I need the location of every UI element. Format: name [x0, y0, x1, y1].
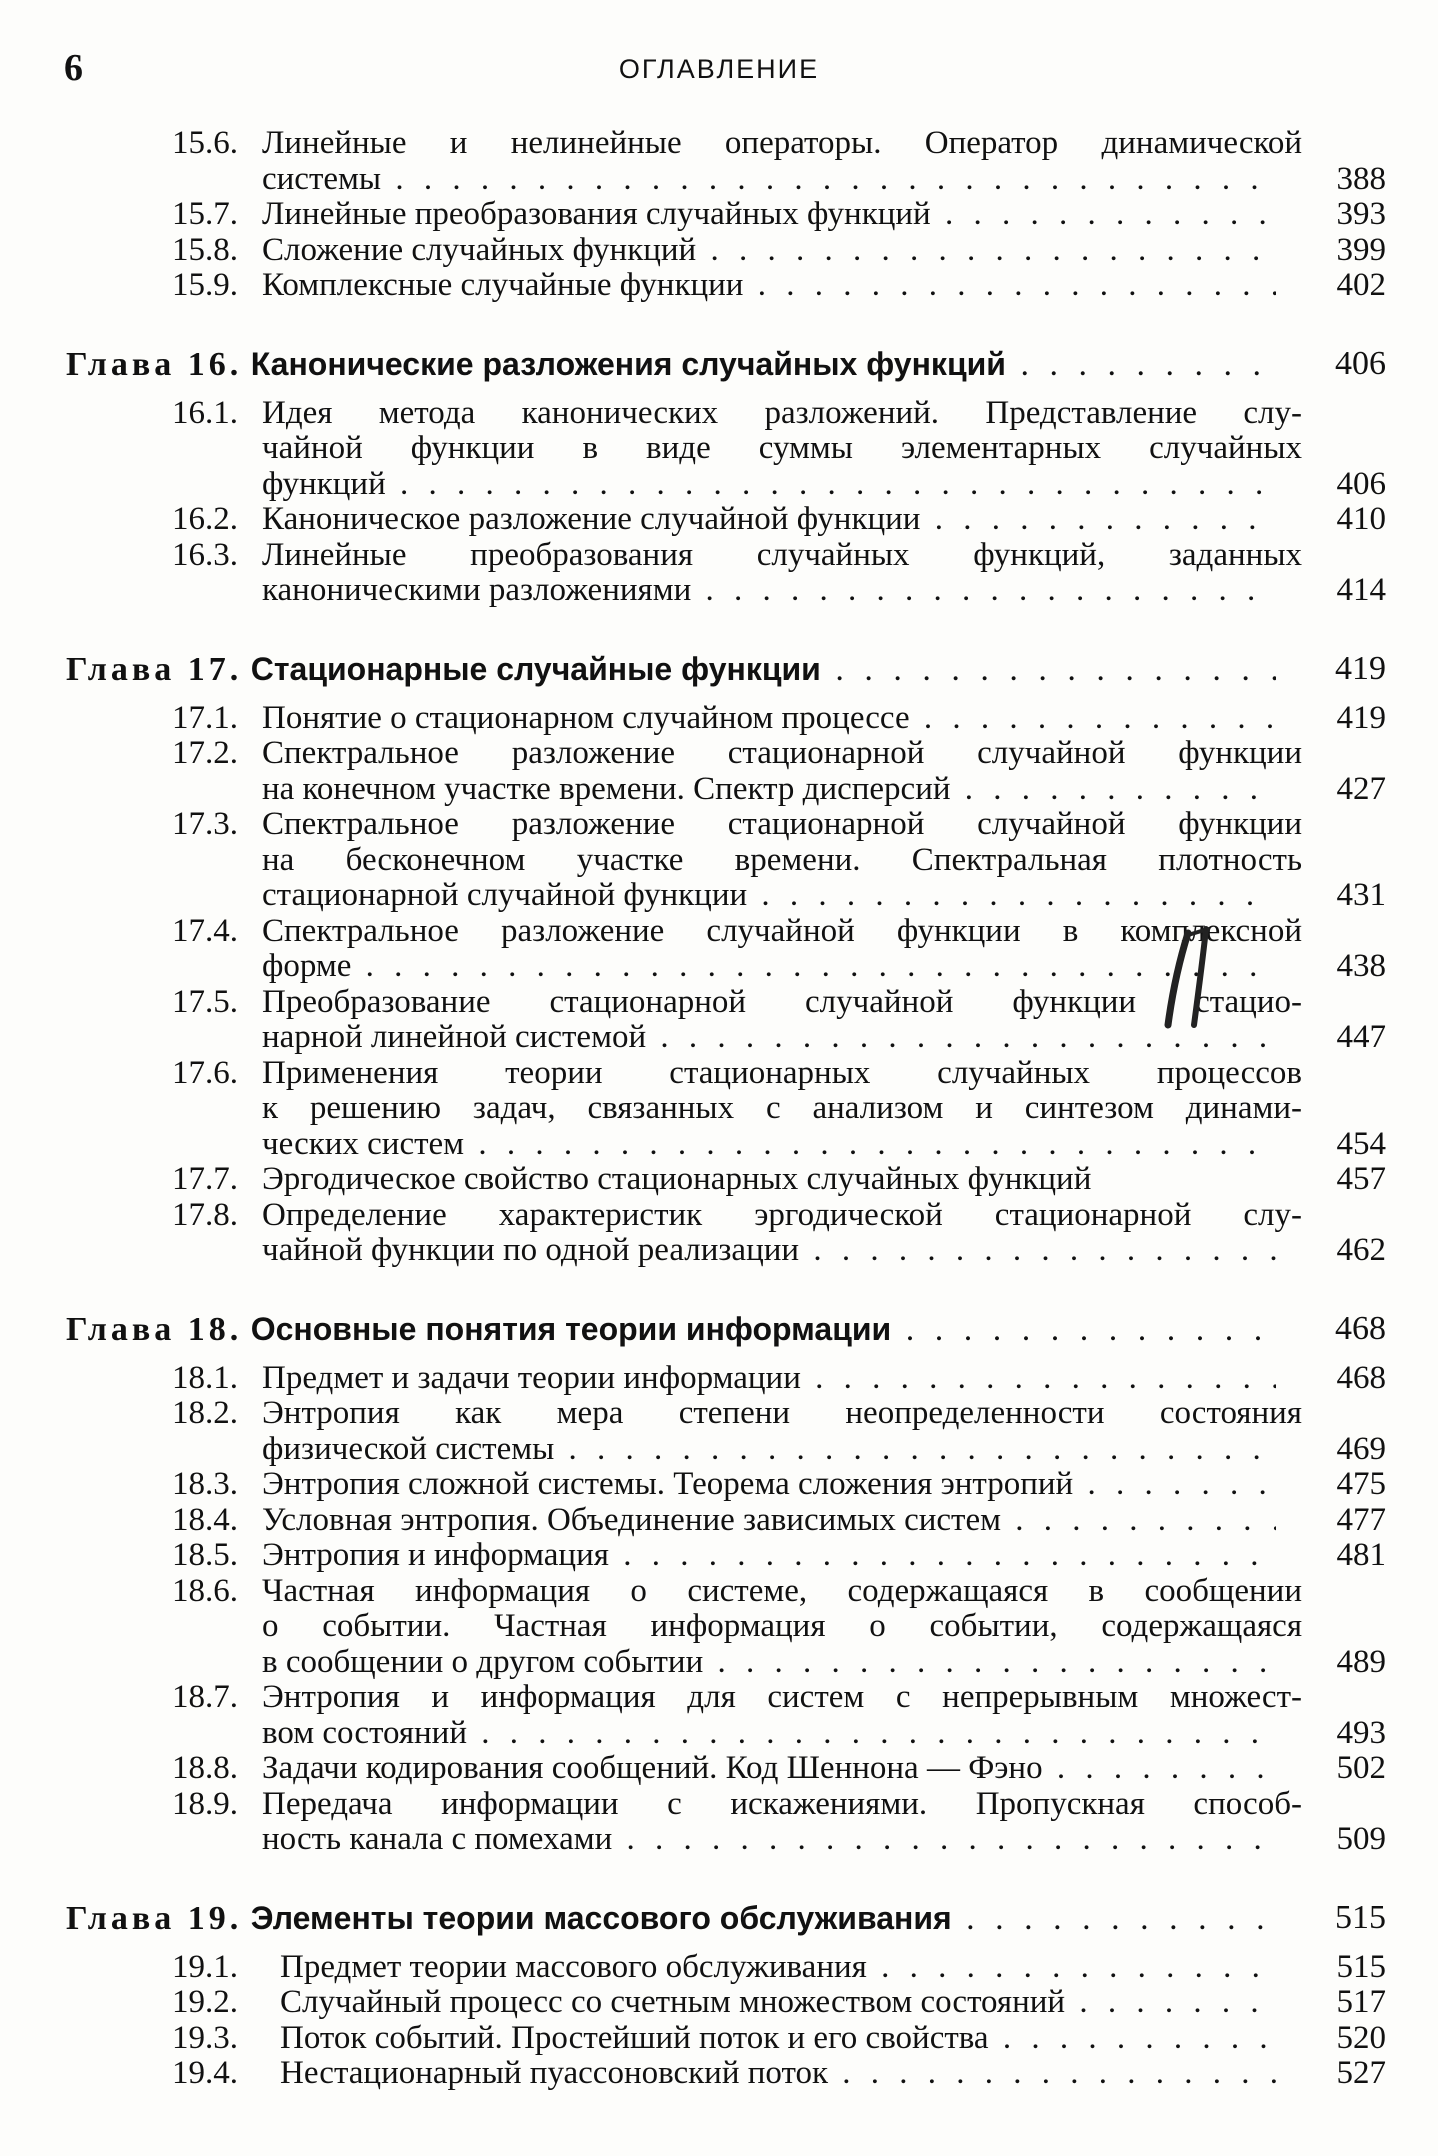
chapter-text: [66, 1900, 1306, 1937]
section-title-line: форме . . .: [262, 949, 1302, 985]
section-title: [262, 914, 1302, 985]
section-title-line: Идея метода канонических разложений. Представление слу-: [262, 395, 1302, 431]
section-title-line: Спектральное разложение стационарной случайной функции: [262, 807, 1302, 842]
section-title-line: Энтропия сложной системы. Теорема сложения энтропий . . .: [262, 1467, 1302, 1503]
section-title-line: Случайный процесс со счетным множеством состояний . . .: [280, 1985, 1302, 2021]
toc-entry[interactable]: [0, 701, 1438, 737]
section-number: 17.7.: [172, 1161, 238, 1197]
page-ref: 475: [1276, 1467, 1386, 1503]
section-title-line: Спектральное разложение стационарной случайной функции: [262, 736, 1302, 771]
section-title: [280, 1985, 1302, 2021]
section-title-line: физической системы . . .: [262, 1432, 1302, 1468]
section-title-line: Условная энтропия. Объединение зависимых систем . . .: [262, 1503, 1302, 1539]
page-ref: 493: [1276, 1716, 1386, 1752]
toc-entry[interactable]: [0, 502, 1438, 538]
page-ref: 393: [1276, 197, 1386, 233]
section-title-line: Линейные и нелинейные операторы. Оператор динамической: [262, 126, 1302, 161]
page-ref: 406: [1276, 467, 1386, 503]
toc-entry[interactable]: [0, 1787, 1438, 1858]
handwritten-mark-icon: [1158, 925, 1218, 1030]
section-title-line: стационарной случайной функции . . .: [262, 878, 1302, 914]
page-ref: 509: [1276, 1822, 1386, 1858]
toc-entry[interactable]: [0, 1503, 1438, 1539]
page-ref: 431: [1276, 878, 1386, 914]
table-of-contents: [0, 126, 1438, 2092]
section-title-line: чайной функции в виде суммы элементарных случайных: [262, 431, 1302, 466]
section-title-line: ческих систем . . .: [262, 1127, 1302, 1163]
section-number: 18.3.: [172, 1466, 238, 1502]
section-title-line: Преобразование стационарной случайной функции стацио-: [262, 984, 1302, 1020]
section-title-line: на конечном участке времени. Спектр дисперсий . . .: [262, 772, 1302, 808]
section-title: [262, 807, 1302, 914]
section-number: 19.2.: [172, 1984, 238, 2020]
toc-entry[interactable]: [0, 1950, 1438, 1986]
section-number: 15.8.: [172, 231, 238, 268]
section-number: 15.6.: [172, 125, 238, 161]
toc-entry[interactable]: [0, 233, 1438, 269]
toc-entry[interactable]: [0, 736, 1438, 807]
page-ref: 502: [1276, 1751, 1386, 1787]
page-ref: 438: [1276, 949, 1386, 985]
chapter-title: Канонические разложения случайных функций: [250, 345, 1006, 382]
chapter-heading[interactable]: [0, 1900, 1438, 1936]
chapter-text: [66, 651, 1306, 688]
section-title-line: Нестационарный пуассоновский поток . . .: [280, 2056, 1302, 2092]
chapter-number: Глава 19.: [66, 1899, 243, 1937]
toc-entry[interactable]: [0, 2056, 1438, 2092]
toc-entry[interactable]: [0, 2021, 1438, 2057]
section-title-line: Комплексные случайные функции . . .: [262, 268, 1302, 304]
section-number: 18.2.: [172, 1395, 238, 1431]
chapter-heading[interactable]: [0, 651, 1438, 687]
chapter-text: [66, 346, 1306, 383]
section-number: 15.9.: [172, 267, 238, 303]
section-title: [262, 985, 1302, 1056]
section-title: [262, 1361, 1302, 1397]
page-ref: 447: [1276, 1020, 1386, 1056]
section-number: 18.9.: [172, 1785, 238, 1822]
section-number: 19.3.: [172, 2019, 238, 2056]
page-ref: 427: [1276, 772, 1386, 808]
section-title-line: к решению задач, связанных с анализом и синтезом динами-: [262, 1091, 1302, 1126]
section-title-line: Линейные преобразования случайных функций . . .: [262, 197, 1302, 233]
section-title: [262, 1538, 1302, 1574]
section-number: 19.1.: [172, 1948, 238, 1985]
section-number: 17.2.: [172, 735, 238, 771]
section-number: 18.7.: [172, 1679, 238, 1715]
toc-entry[interactable]: [0, 1162, 1438, 1198]
section-title: [262, 1680, 1302, 1751]
section-title: [280, 1950, 1302, 1986]
section-title-line: Спектральное разложение случайной функции в комплексной: [262, 913, 1302, 949]
toc-entry[interactable]: [0, 1467, 1438, 1503]
page-ref: 414: [1276, 573, 1386, 609]
toc-entry[interactable]: [0, 914, 1438, 985]
section-title-line: Применения теории стационарных случайных процессов: [262, 1055, 1302, 1091]
chapter-heading[interactable]: [0, 1311, 1438, 1347]
section-number: 16.1.: [172, 394, 238, 431]
page-ref: 462: [1276, 1233, 1386, 1269]
section-title: [262, 1787, 1302, 1858]
section-title-line: каноническими разложениями . . .: [262, 573, 1302, 609]
toc-entry[interactable]: [0, 1985, 1438, 2021]
section-title-line: системы . . .: [262, 162, 1302, 198]
section-title: [262, 502, 1302, 538]
page-ref: 410: [1276, 502, 1386, 538]
section-number: 17.3.: [172, 806, 238, 842]
section-title: [262, 1467, 1302, 1503]
section-title: [262, 1751, 1302, 1787]
section-number: 15.7.: [172, 196, 238, 232]
page-ref: 399: [1276, 233, 1386, 269]
section-title-line: Эргодическое свойство стационарных случайных функций: [262, 1162, 1092, 1197]
section-title-line: на бесконечном участке времени. Спектральная плотность: [262, 842, 1302, 878]
page-ref: 515: [1276, 1900, 1386, 1936]
page-ref: 468: [1276, 1311, 1386, 1347]
page-ref: 388: [1276, 162, 1386, 198]
section-title-line: Частная информация о системе, содержащаяся в сообщении: [262, 1573, 1302, 1609]
section-title: [280, 2056, 1302, 2092]
section-title-line: Энтропия и информация для систем с непрерывным множест-: [262, 1680, 1302, 1715]
section-title: [262, 1056, 1302, 1163]
page-ref: 468: [1276, 1361, 1386, 1397]
section-title-line: Линейные преобразования случайных функций, заданных: [262, 537, 1302, 573]
toc-entry[interactable]: [0, 1574, 1438, 1681]
section-number: 17.6.: [172, 1054, 238, 1091]
page-ref: 477: [1276, 1503, 1386, 1539]
section-title-line: Определение характеристик эргодической стационарной слу-: [262, 1197, 1302, 1233]
page-ref: 419: [1276, 701, 1386, 737]
section-number: 18.5.: [172, 1537, 238, 1573]
section-title-line: Задачи кодирования сообщений. Код Шеннона — Фэно . . .: [262, 1751, 1302, 1787]
toc-entry[interactable]: [0, 1361, 1438, 1397]
toc-entry[interactable]: [0, 538, 1438, 609]
section-title-line: ность канала с помехами . . .: [262, 1822, 1302, 1858]
section-title-line: о событии. Частная информация о событии, содержащаяся: [262, 1609, 1302, 1644]
chapter-title: Стационарные случайные функции: [250, 650, 821, 687]
section-title-line: чайной функции по одной реализации . . .: [262, 1233, 1302, 1269]
section-number: 17.4.: [172, 912, 238, 949]
section-title-line: Предмет теории массового обслуживания . . .: [280, 1950, 1302, 1986]
section-title: [262, 1198, 1302, 1269]
toc-entry[interactable]: [0, 1056, 1438, 1163]
section-number: 19.4.: [172, 2055, 238, 2091]
page-number: 6: [64, 47, 83, 89]
chapter-number: Глава 16.: [66, 345, 243, 383]
section-title-line: Каноническое разложение случайной функции . . .: [262, 502, 1302, 538]
section-title-line: Энтропия и информация . . .: [262, 1538, 1302, 1574]
page-ref: 515: [1276, 1950, 1386, 1986]
section-title-line: Поток событий. Простейший поток и его свойства . . .: [280, 2021, 1302, 2057]
chapter-heading[interactable]: [0, 346, 1438, 382]
section-title-line: нарной линейной системой . . .: [262, 1020, 1302, 1056]
section-title-line: Сложение случайных функций . . .: [262, 233, 1302, 269]
chapter-number: Глава 17.: [66, 650, 243, 688]
section-number: 17.5.: [172, 983, 238, 1020]
section-number: 16.2.: [172, 501, 238, 537]
toc-entry[interactable]: [0, 985, 1438, 1056]
section-number: 18.4.: [172, 1501, 238, 1538]
page-ref: 454: [1276, 1127, 1386, 1163]
page-ref: 481: [1276, 1538, 1386, 1574]
section-number: 17.8.: [172, 1196, 238, 1233]
page-ref: 406: [1276, 346, 1386, 382]
toc-entry[interactable]: [0, 126, 1438, 197]
section-title-line: функций . . .: [262, 467, 1302, 503]
section-title: [262, 126, 1302, 197]
toc-entry[interactable]: [0, 197, 1438, 233]
section-title-line: Понятие о стационарном случайном процессе . . .: [262, 701, 1302, 737]
section-title: [262, 268, 1302, 304]
section-title: [262, 1162, 1302, 1198]
toc-entry[interactable]: [0, 1680, 1438, 1751]
toc-entry[interactable]: [0, 1538, 1438, 1574]
section-title: [262, 701, 1302, 737]
section-title: [262, 736, 1302, 807]
page-ref: 527: [1276, 2056, 1386, 2092]
section-number: 16.3.: [172, 536, 238, 573]
section-number: 18.1.: [172, 1359, 238, 1396]
section-title: [280, 2021, 1302, 2057]
toc-entry[interactable]: [0, 1396, 1438, 1467]
chapter-title: Элементы теории массового обслуживания: [250, 1899, 952, 1936]
section-title-line: Энтропия как мера степени неопределенности состояния: [262, 1396, 1302, 1431]
section-title: [262, 538, 1302, 609]
section-title: [262, 396, 1302, 503]
toc-entry[interactable]: [0, 1198, 1438, 1269]
chapter-text: [66, 1311, 1306, 1348]
section-title-line: Предмет и задачи теории информации . . .: [262, 1361, 1302, 1397]
toc-entry[interactable]: [0, 807, 1438, 914]
section-title: [262, 197, 1302, 233]
section-title-line: в сообщении о другом событии . . .: [262, 1645, 1302, 1681]
toc-entry[interactable]: [0, 268, 1438, 304]
section-title: [262, 1503, 1302, 1539]
page-ref: 419: [1276, 651, 1386, 687]
page-ref: 457: [1276, 1162, 1386, 1198]
toc-entry[interactable]: [0, 396, 1438, 503]
section-number: 18.6.: [172, 1572, 238, 1609]
section-title: [262, 1574, 1302, 1681]
page-ref: 402: [1276, 268, 1386, 304]
toc-entry[interactable]: [0, 1751, 1438, 1787]
section-title-line: вом состояний . . .: [262, 1716, 1302, 1752]
page-ref: 517: [1276, 1985, 1386, 2021]
page-ref: 469: [1276, 1432, 1386, 1468]
chapter-number: Глава 18.: [66, 1310, 243, 1348]
running-head: ОГЛАВЛЕНИЕ: [618, 54, 820, 84]
section-title: [262, 1396, 1302, 1467]
page-ref: 520: [1276, 2021, 1386, 2057]
page-ref: 489: [1276, 1645, 1386, 1681]
section-number: 17.1.: [172, 699, 238, 736]
chapter-title: Основные понятия теории информации: [250, 1310, 892, 1347]
section-title: [262, 233, 1302, 269]
section-number: 18.8.: [172, 1750, 238, 1786]
section-title-line: Передача информации с искажениями. Пропускная способ-: [262, 1786, 1302, 1822]
